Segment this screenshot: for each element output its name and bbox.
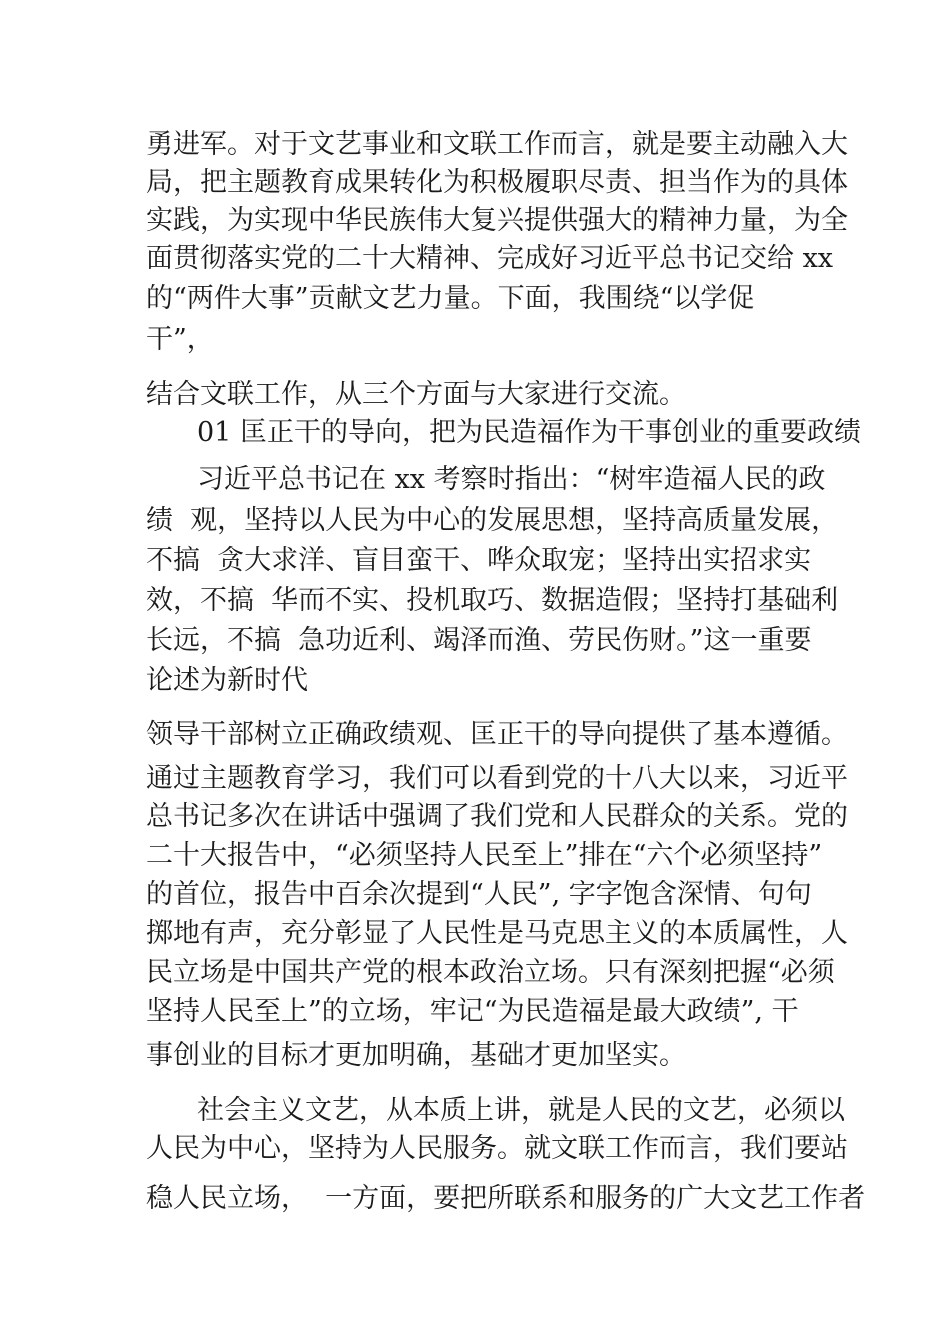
text-line: 的首位，报告中百余次提到“人民”, 字字饱含深情、句句 <box>146 879 812 910</box>
text-line: 稳人民立场， 一方面，要把所联系和服务的广大文艺工作者 <box>146 1183 866 1214</box>
text-line: 不搞 贪大求洋、盲目蛮干、哗众取宠；坚持出实招求实 <box>146 545 812 576</box>
text-line: 长远，不搞 急功近利、竭泽而渔、劳民伤财。”这一重要 <box>146 625 812 656</box>
text-line: 结合文联工作，从三个方面与大家进行交流。 <box>146 379 686 410</box>
text-line: 绩 观，坚持以人民为中心的发展思想，坚持高质量发展， <box>146 505 839 536</box>
text-line: 论述为新时代 <box>146 665 308 696</box>
text-line: 总书记多次在讲话中强调了我们党和人民群众的关系。党的 <box>146 801 848 832</box>
text-line: 通过主题教育学习，我们可以看到党的十八大以来，习近平 <box>146 763 848 794</box>
section-heading: 01 匡正干的导向，把为民造福作为干事创业的重要政绩 <box>197 417 861 448</box>
text-line: 领导干部树立正确政绩观、匡正干的导向提供了基本遵循。 <box>146 719 848 750</box>
text-line: 干”， <box>146 324 214 355</box>
text-line: 效，不搞 华而不实、投机取巧、数据造假；坚持打基础利 <box>146 585 839 616</box>
text-line: 坚持人民至上”的立场，牢记“为民造福是最大政绩”, 干 <box>146 996 799 1027</box>
text-line: 面贯彻落实党的二十大精神、完成好习近平总书记交给 xx <box>146 243 834 274</box>
text-line: 事创业的目标才更加明确，基础才更加坚实。 <box>146 1040 686 1071</box>
text-line: 勇进军。对于文艺事业和文联工作而言，就是要主动融入大 <box>146 129 848 160</box>
text-line: 二十大报告中，“必须坚持人民至上”排在“六个必须坚持” <box>146 840 823 871</box>
text-line: 人民为中心，坚持为人民服务。就文联工作而言，我们要站 <box>146 1133 848 1164</box>
text-line: 民立场是中国共产党的根本政治立场。只有深刻把握“必须 <box>146 957 835 988</box>
text-line: 实践，为实现中华民族伟大复兴提供强大的精神力量，为全 <box>146 205 848 236</box>
text-line: 局，把主题教育成果转化为积极履职尽责、担当作为的具体 <box>146 167 848 198</box>
text-line: 习近平总书记在 xx 考察时指出：“树牢造福人民的政 <box>197 464 826 495</box>
text-line: 的“两件大事”贡献文艺力量。下面，我围绕“以学促 <box>146 283 755 314</box>
text-line: 掷地有声，充分彰显了人民性是马克思主义的本质属性，人 <box>146 918 848 949</box>
text-line: 社会主义文艺，从本质上讲，就是人民的文艺，必须以 <box>197 1095 845 1126</box>
